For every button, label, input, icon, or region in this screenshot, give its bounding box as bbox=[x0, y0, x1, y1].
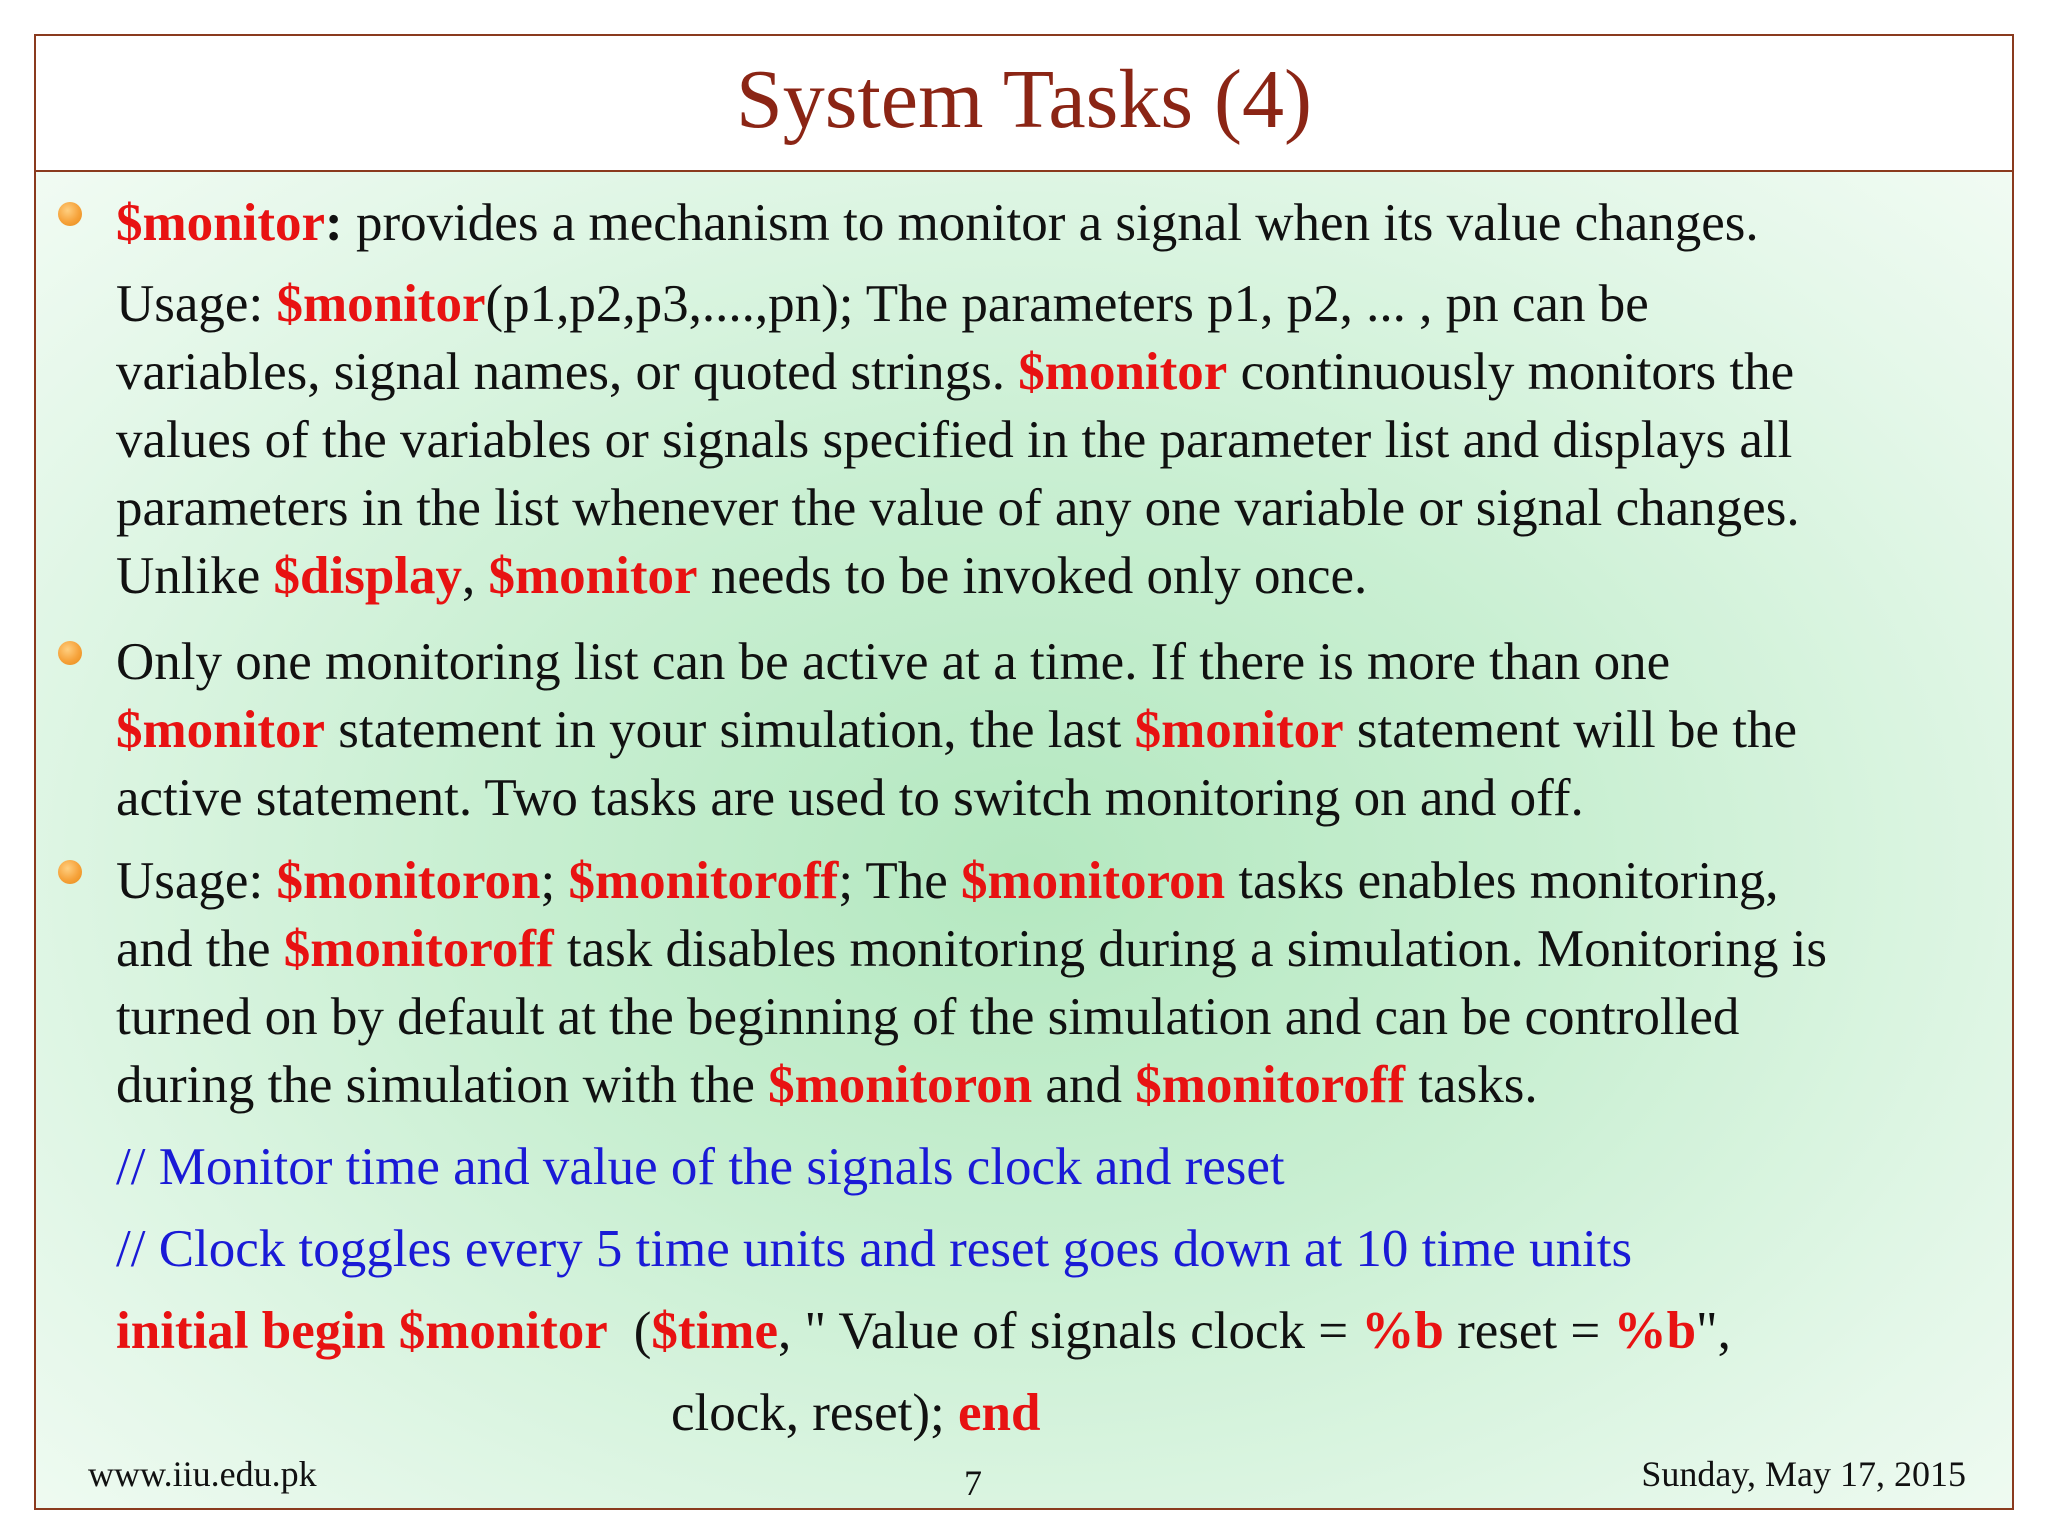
bullet-1-line-1: $monitor: provides a mechanism to monitor a signal when its value changes. bbox=[116, 194, 1759, 252]
bullet-2-line-2: $monitor statement in your simulation, the last $monitor statement will be the bbox=[116, 701, 1797, 759]
bullet-icon bbox=[58, 202, 82, 226]
bullet-icon bbox=[58, 641, 82, 665]
bullet-1-usage-line-1: Usage: $monitor(p1,p2,p3,....,pn); The parameters p1, p2, ... , pn can be bbox=[116, 275, 1649, 333]
code-comment-2: // Clock toggles every 5 time units and reset goes down at 10 time units bbox=[116, 1220, 1633, 1278]
code-line-2: clock, reset); end bbox=[671, 1384, 1041, 1442]
bullet-icon bbox=[58, 860, 82, 884]
bullet-1-usage-line-5: Unlike $display, $monitor needs to be invoked only once. bbox=[116, 547, 1368, 605]
bullet-2-line-1: Only one monitoring list can be active at a time. If there is more than one bbox=[116, 633, 1671, 691]
footer-page-number: 7 bbox=[964, 1463, 982, 1503]
code-line-1: initial begin $monitor ($time, " Value of signals clock = %b reset = %b", bbox=[116, 1302, 1731, 1360]
footer-date: Sunday, May 17, 2015 bbox=[1641, 1454, 1966, 1494]
bullet-1-usage-line-2: variables, signal names, or quoted strings. $monitor continuously monitors the bbox=[116, 343, 1795, 401]
bullet-1-usage-line-3: values of the variables or signals specified in the parameter list and displays all bbox=[116, 411, 1793, 469]
bullet-3-line-1: Usage: $monitoron; $monitoroff; The $monitoron tasks enables monitoring, bbox=[116, 852, 1779, 910]
bullet-1-usage-line-4: parameters in the list whenever the value of any one variable or signal changes. bbox=[116, 479, 1800, 537]
code-comment-1: // Monitor time and value of the signals clock and reset bbox=[116, 1138, 1285, 1196]
bullet-3-line-3: turned on by default at the beginning of the simulation and can be controlled bbox=[116, 988, 1740, 1046]
bullet-3-line-4: during the simulation with the $monitoron and $monitoroff tasks. bbox=[116, 1056, 1538, 1114]
bullet-3-line-2: and the $monitoroff task disables monitoring during a simulation. Monitoring is bbox=[116, 920, 1828, 978]
footer-url: www.iiu.edu.pk bbox=[88, 1454, 317, 1494]
slide-title: System Tasks (4) bbox=[736, 53, 1312, 146]
bullet-2-line-3: active statement. Two tasks are used to switch monitoring on and off. bbox=[116, 769, 1584, 827]
